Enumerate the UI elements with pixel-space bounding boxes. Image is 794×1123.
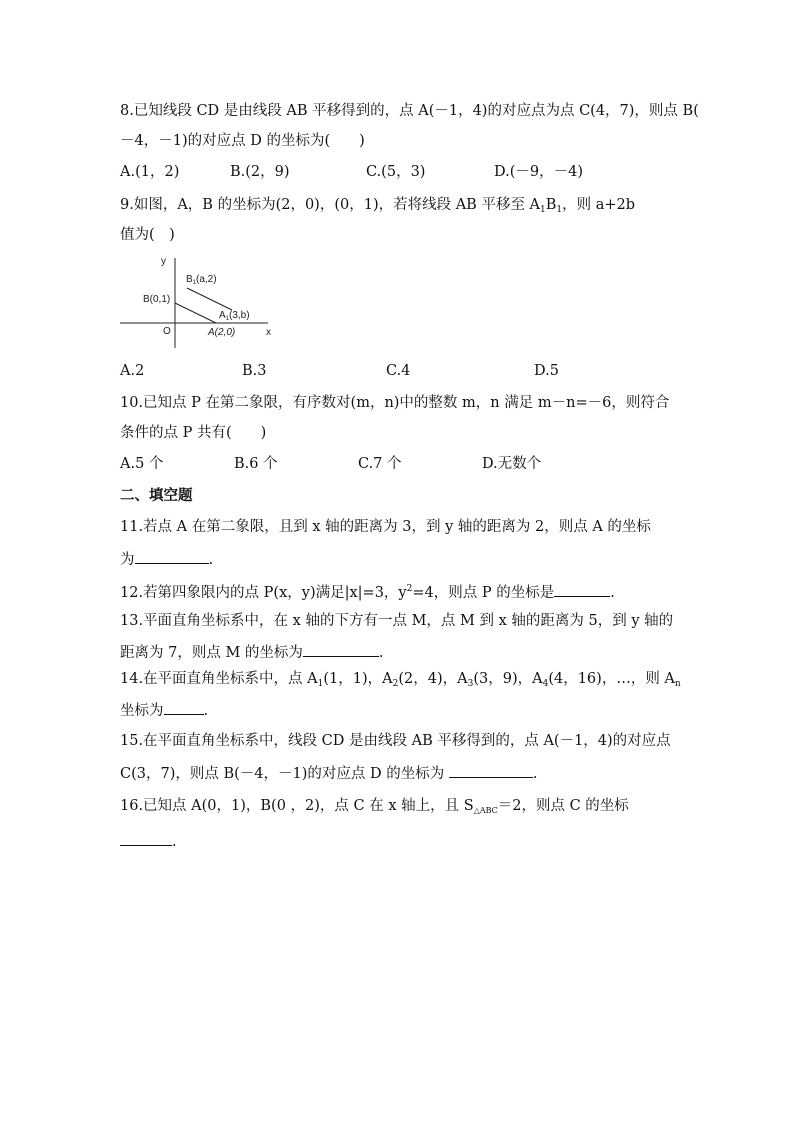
label-b1: $B_1(a,2)$ — [186, 274, 217, 286]
label-b: B(0,1) — [143, 294, 171, 305]
q10-option-a: A.5 个 — [120, 456, 164, 472]
q11-text: 为 — [120, 552, 135, 568]
q14-sub-4: 4 — [542, 679, 549, 689]
q15-line-2 — [120, 762, 537, 784]
q13-period: . — [378, 645, 384, 661]
q8-option-d: D.(－9，－4) — [494, 164, 583, 180]
q14-line-1 — [120, 669, 681, 694]
q12-period: . — [610, 585, 615, 601]
q14-text-2: (2，4)，A — [398, 671, 468, 687]
q15-text: C(3，7)，则点 B(－4，－1)的对应点 D 的坐标为 — [120, 766, 449, 782]
q15-line-1: 15.在平面直角坐标系中，线段 CD 是由线段 AB 平移得到的，点 A(－1，4)的对应点 — [120, 733, 671, 749]
q10-option-c: C.7 个 — [358, 456, 402, 472]
q13-line-2 — [120, 641, 384, 663]
y-axis-label: y — [161, 256, 166, 267]
q10-line-2: 条件的点 P 共有( ) — [120, 425, 267, 441]
q8-option-c: C.(5，3) — [366, 164, 426, 180]
q11-answer-blank[interactable] — [135, 548, 209, 564]
q14-text-0: 14.在平面直角坐标系中，点 A — [120, 671, 318, 687]
q14-text: 坐标为 — [120, 703, 164, 719]
q14-sub-n: n — [674, 679, 681, 689]
segment-ab — [175, 303, 216, 323]
q13-text: 距离为 7，则点 M 的坐标为 — [120, 645, 303, 661]
q9-line-1 — [120, 195, 635, 220]
q14-sub-3: 3 — [467, 679, 474, 689]
q8-line-2: －4，－1)的对应点 D 的坐标为( ) — [120, 133, 365, 149]
q13-line-1: 13.平面直角坐标系中，在 x 轴的下方有一点 M，点 M 到 x 轴的距离为 5，到 y 轴的 — [120, 613, 674, 629]
q14-period: . — [203, 703, 209, 719]
q16-line-2 — [120, 830, 177, 852]
q16-period: . — [172, 834, 177, 850]
q12-text-a: 12.若第四象限内的点 P(x，y)满足|x|=3，y — [120, 585, 407, 601]
q14-sub-2: 2 — [392, 679, 399, 689]
q9-option-b: B.3 — [242, 363, 267, 379]
q16-line-1 — [120, 796, 629, 821]
q11-line-2 — [120, 548, 213, 570]
q14-text-1: (1，1)，A — [323, 671, 393, 687]
q9-option-c: C.4 — [386, 363, 411, 379]
q12-answer-blank[interactable] — [554, 581, 610, 597]
q14-text-3: (3，9)，A — [473, 671, 543, 687]
q16-sub: △ABC — [473, 806, 498, 815]
origin-label: O — [163, 326, 171, 337]
segment-a1b1 — [187, 288, 232, 310]
q8-line-1: 8.已知线段 CD 是由线段 AB 平移得到的，点 A(－1，4)的对应点为点 C(4，7)，则点 B( — [120, 103, 699, 119]
q16-text-a: 16.已知点 A(0，1)，B(0 ，2)，点 C 在 x 轴上，且 S — [120, 798, 474, 814]
q14-line-2 — [120, 699, 208, 721]
label-a: A(2,0) — [208, 327, 236, 338]
q10-line-1: 10.已知点 P 在第二象限，有序数对(m，n)中的整数 m，n 满足 m－n=－6，则符合 — [120, 395, 670, 411]
q9-coordinate-figure — [118, 252, 278, 352]
q12-text-b: =4，则点 P 的坐标是 — [412, 585, 555, 601]
q16-answer-blank[interactable] — [120, 830, 172, 846]
q9-option-d: D.5 — [534, 363, 559, 379]
q9-line-2: 值为( ) — [120, 227, 175, 243]
q9-text-c: ，则 a+2b — [562, 197, 636, 213]
q14-sub-1: 1 — [317, 679, 324, 689]
q8-option-b: B.(2，9) — [230, 164, 290, 180]
q9-text-b: B — [545, 197, 557, 213]
q9-text-a: 9.如图，A，B 的坐标为(2，0)，(0，1)，若将线段 AB 平移至 A — [120, 197, 541, 213]
q15-answer-blank[interactable] — [449, 762, 533, 778]
q8-option-a: A.(1，2) — [120, 164, 180, 180]
q11-line-1: 11.若点 A 在第二象限，且到 x 轴的距离为 3，到 y 轴的距离为 2，则点 A 的坐标 — [120, 519, 651, 535]
x-axis-label: x — [266, 327, 271, 338]
q10-option-b: B.6 个 — [234, 456, 278, 472]
q14-answer-blank[interactable] — [164, 699, 204, 715]
q15-period: . — [532, 766, 538, 782]
section-title-fill-in: 二、填空题 — [120, 488, 193, 504]
q9-sub-b1: 1 — [556, 205, 563, 215]
q9-option-a: A.2 — [120, 363, 145, 379]
label-a1: $A_1(3,b)$ — [219, 310, 250, 322]
q13-answer-blank[interactable] — [303, 641, 379, 657]
q10-option-d: D.无数个 — [482, 456, 542, 472]
q16-text-b: ＝2，则点 C 的坐标 — [497, 798, 629, 814]
q12-sup: 2 — [406, 584, 413, 594]
q14-text-4: (4，16)，…，则 A — [548, 671, 675, 687]
q12-line — [120, 579, 615, 603]
q9-sub-a1: 1 — [540, 205, 546, 215]
q11-period: . — [208, 552, 214, 568]
